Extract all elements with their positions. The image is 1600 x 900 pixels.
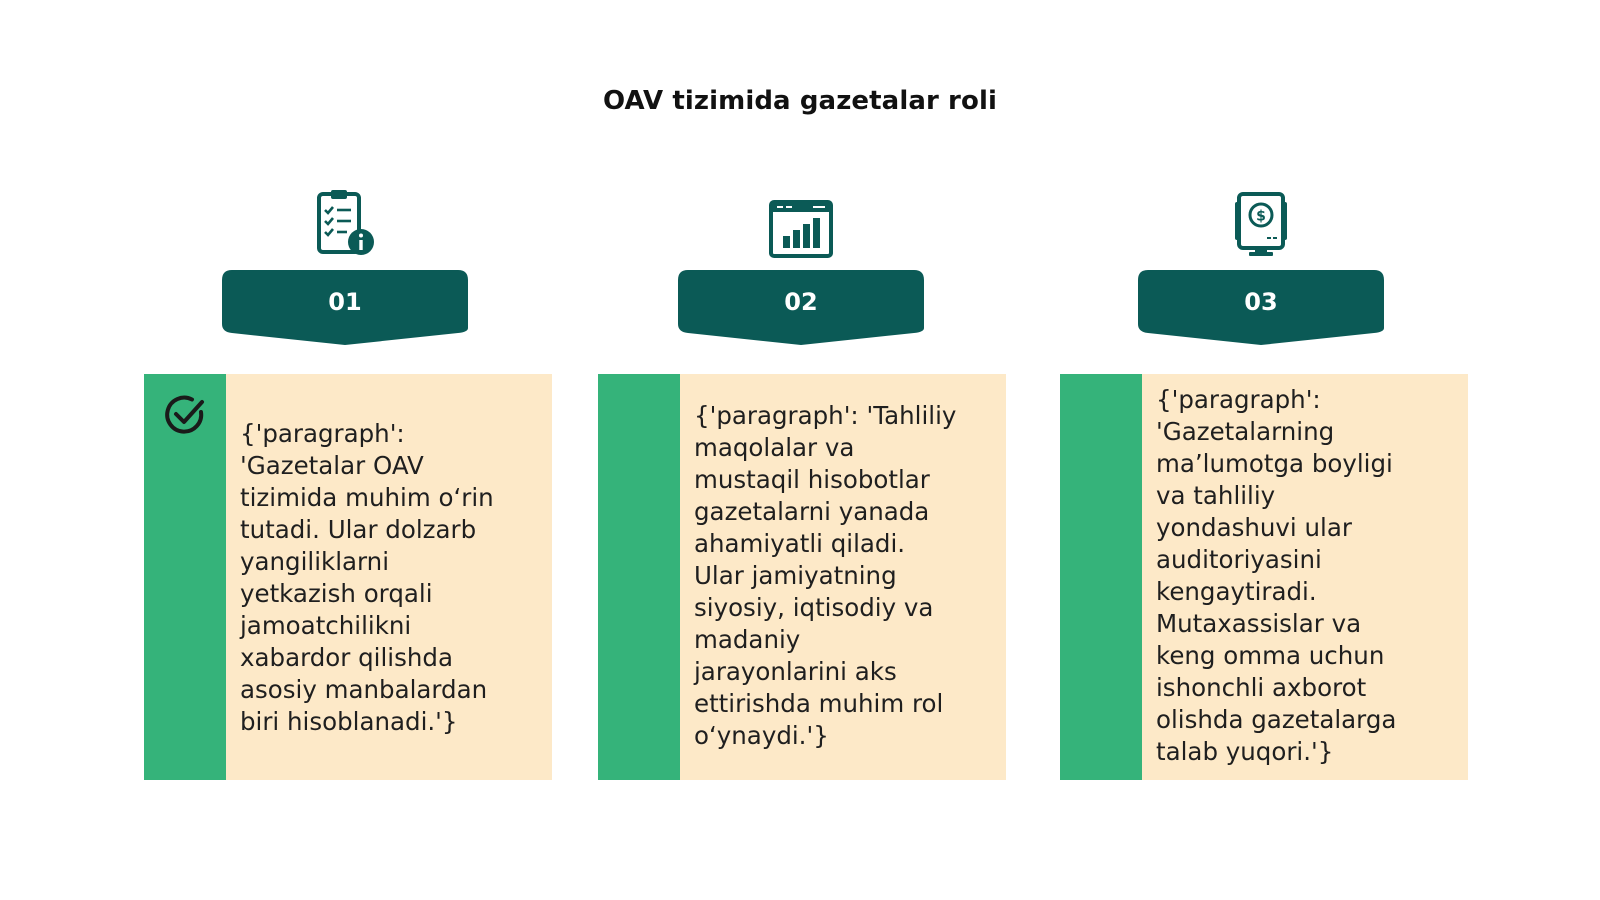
card-text: {'paragraph': 'Gazetalarning ma’lumotga boyligi va tahliliy yondashuvi ular auditoriyasini kengaytiradi. Mutaxassislar va keng omma uchun ishonchli axborot olishda gazetalarga talab yuqori.'} (1156, 385, 1397, 766)
check-circle-icon (162, 392, 208, 438)
page-title: OAV tizimida gazetalar roli (603, 86, 997, 116)
card-stripe (1060, 374, 1142, 780)
card-text: {'paragraph': 'Tahliliy maqolalar va mustaqil hisobotlar gazetalarni yanada ahamiyatli qiladi. Ular jamiyatning siyosiy, iqtisodiy va madaniy jarayonlarini aks ettirishda muhim rol o‘ynaydi.'} (694, 401, 957, 750)
card-stripe (598, 374, 680, 780)
svg-text:$: $ (1256, 208, 1266, 225)
step-card-1 (144, 374, 552, 780)
step-banner-1 (222, 270, 468, 346)
step-column-3 (1056, 0, 1466, 900)
step-column-2 (596, 0, 1006, 900)
step-number: 02 (784, 288, 818, 316)
step-number: 03 (1244, 288, 1278, 316)
step-banner-2 (678, 270, 924, 346)
step-column-1 (140, 0, 550, 900)
monitor-dollar-icon (1225, 188, 1297, 260)
step-card-3 (1060, 374, 1468, 780)
analytics-dashboard-icon (765, 194, 837, 266)
step-banner-3 (1138, 270, 1384, 346)
step-number: 01 (328, 288, 362, 316)
clipboard-checklist-info-icon (309, 188, 381, 260)
card-text: {'paragraph': 'Gazetalar OAV tizimida muhim o‘rin tutadi. Ular dolzarb yangiliklarni yetkazish orqali jamoatchilikni xabardor qilishda asosiy manbalardan biri hisoblanadi.'} (240, 419, 494, 736)
step-card-2 (598, 374, 1006, 780)
